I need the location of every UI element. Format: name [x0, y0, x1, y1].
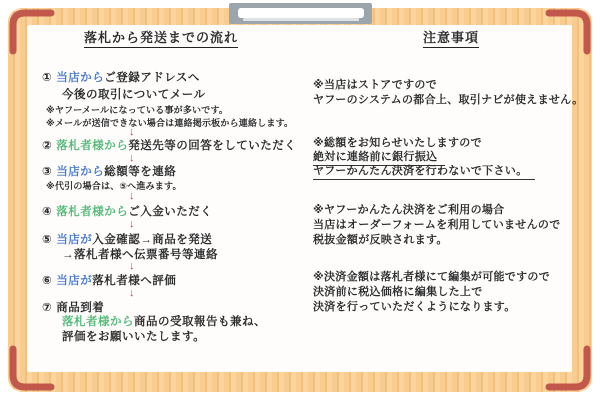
cautions-title: 注意事項 [423, 31, 479, 48]
caution-block-1-line-2: ヤフーのシステムの都合上、取引ナビが使えません。 [313, 94, 584, 106]
step-5-text: 入金確認→商品を発送 [92, 234, 213, 246]
step-6-number: ⑥ [42, 275, 53, 287]
step-4-number: ④ [42, 206, 53, 218]
flow-arrow-4: ↓ [129, 218, 135, 230]
flow-arrow-2: ↓ [129, 152, 135, 164]
step-5-row [42, 233, 212, 247]
step-7-line2 [62, 315, 266, 329]
step-5-line2: →落札者様へ伝票番号等連絡 [62, 249, 218, 261]
step-6-row [42, 274, 176, 288]
caution-block-2-line-2: 絶対に連絡前に銀行振込 [313, 150, 445, 166]
step-1-number: ① [42, 72, 53, 84]
flow-title: 落札から発送までの流れ [84, 31, 238, 48]
caution-block-2-line-1: ※総額をお知らせいたしますので [313, 137, 482, 149]
caution-block-4-line-1: ※決済金額は落札者様にて編集が可能ですので [313, 271, 550, 283]
clip-bar [243, 18, 359, 21]
step-3-text: 総額等を連絡 [104, 166, 177, 178]
caution-block-1-line-1: ※当店はストアですので [313, 79, 437, 91]
caution-block-3-line-1: ※ヤフーかんたん決済をご利用の場合 [313, 204, 505, 216]
caution-block-3-line-3: 税抜金額が反映されます。 [313, 234, 448, 246]
step-1-text: ご登録アドレスへ [104, 72, 200, 84]
caution-block-4-line-3: 決済を行っていただくようになります。 [313, 301, 516, 313]
step-7-line2-text: 商品の受取報告も兼ね、 [134, 316, 266, 328]
caution-block-3-line-2: 当店はオーダーフォームを利用していませんので [313, 219, 561, 231]
step-2-row [42, 139, 296, 153]
flow-arrow-1: ↓ [129, 126, 135, 138]
step-4-row [42, 205, 212, 219]
caution-block-2-line-3: ヤフーかんたん決済を行わないで下さい。 [313, 164, 535, 180]
step-3-number: ③ [42, 166, 53, 178]
step-2-text: 発送先等の回答をしていただく [128, 140, 297, 152]
step-5-number: ⑤ [42, 234, 53, 246]
step-6-actor: 当店が [56, 275, 93, 287]
step-5-actor: 当店が [56, 234, 93, 246]
clip-handle [238, 8, 364, 18]
step-1-note-2: ※メールが送信できない場合は連絡掲示板から連絡します。 [46, 118, 294, 128]
step-7-text: 商品到着 [56, 302, 105, 314]
step-1-line2: 今後の取引についてメール [62, 89, 206, 101]
flow-arrow-6: ↓ [129, 287, 135, 299]
step-6-text: 落札者様へ評価 [92, 275, 177, 287]
step-4-actor: 落札者様から [56, 206, 129, 218]
step-3-note-1: ※代引の場合は、⑤へ進みます。 [46, 181, 182, 191]
step-3-row [42, 165, 176, 179]
step-2-actor: 落札者様から [56, 140, 129, 152]
step-1-note-1: ※ヤフーメールになっている事が多いです。 [46, 105, 229, 115]
step-4-text: ご入金いただく [128, 206, 213, 218]
caution-block-4-line-2: 決済前に税込価格に編集した上で [313, 286, 483, 298]
step-2-number: ② [42, 140, 53, 152]
step-7-line3: 評価をお願いいたします。 [62, 331, 206, 343]
clipboard-clip [229, 3, 372, 24]
flow-arrow-3: ↓ [129, 190, 135, 202]
step-3-actor: 当店から [56, 166, 105, 178]
step-7-number: ⑦ [42, 302, 53, 314]
flow-arrow-5: ↓ [129, 260, 135, 272]
step-1-actor: 当店から [56, 72, 105, 84]
step-1-row [42, 71, 200, 85]
step-7-row [42, 301, 104, 315]
step-7-actor: 落札者様から [62, 316, 134, 328]
